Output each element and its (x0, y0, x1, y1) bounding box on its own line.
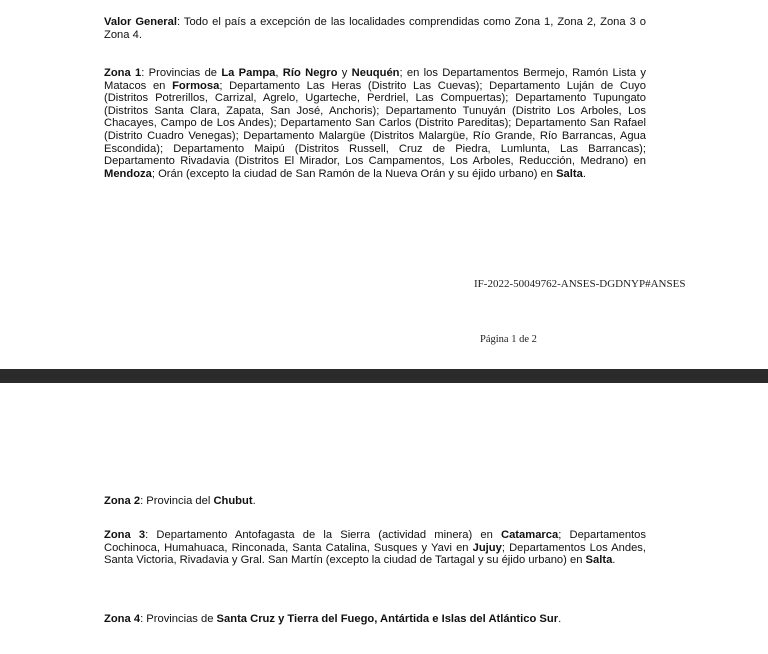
zona-2-bold: Chubut (213, 495, 253, 507)
paragraph-zona-1 (104, 67, 646, 180)
zona-1-text: ; en los Departamentos Bermejo, Ramón Lista y Matacos en (104, 67, 647, 92)
zona-4-label: Zona 4 (104, 613, 141, 625)
zona-3-bold: Salta (585, 554, 613, 567)
zona-4-text: : Provincias de (140, 613, 217, 625)
paragraph-valor-general (104, 16, 646, 41)
paragraph-zona-4 (104, 613, 646, 626)
paragraph-zona-2 (104, 495, 646, 508)
zona-1-bold: Formosa (172, 79, 220, 92)
zona-4-text: . (558, 613, 562, 625)
document-page-2 (0, 383, 768, 654)
zona-1-text: ; Orán (excepto la ciudad de San Ramón de la Nueva Orán y su éjido urbano) en (151, 167, 557, 180)
zona-1-text: y (337, 67, 352, 79)
valor-general-label: Valor General (104, 16, 177, 28)
zona-3-text: ; Departamentos Cochinoca, Humahuaca, Rinconada, Santa Catalina, Susques y Yavi en (104, 529, 646, 554)
zona-1-text: : Provincias de (141, 67, 222, 79)
zona-1-bold: Neuquén (351, 67, 400, 79)
valor-general-text: : Todo el país a excepción de las localidades comprendidas como Zona 1, Zona 2, Zona 3 o Zona 4. (104, 16, 646, 41)
zona-3-text: ; Departamentos Los Andes, Santa Victoria, Rivadavia y Gral. San Martín (excepto la ciudad de Tartagal y su éjido urbano) en (104, 541, 647, 567)
zona-3-text: : Departamento Antofagasta de la Sierra (actividad minera) en (145, 529, 501, 541)
paragraph-zona-3 (104, 529, 646, 567)
zona-1-text: ; Departamento Las Heras (Distrito Las Cuevas); Departamento Luján de Cuyo (Distritos Potrerillos, Carrizal, Agrelo, Ugarteche, Perdriel, Las Compuertas); Departamento Tupungato (Distritos Santa Clara, Zapata, San José, Anchoris); Departamento Tunuyán (Distrito Los Arboles, Los Chacayes, Campo de Los Andes); Departamento San Carlos (Distrito Pareditas); Departamento San Rafael (Distrito Cuadro Venegas); Departamento Malargüe (Distritos Malargüe, Río Grande, Río Barrancas, Agua Escondida); Departamento Maipú (Distritos Russell, Cruz de Piedra, Lumlunta, Las Barrancas); Departamento Rivadavia (Distritos El Mirador, Los Campamentos, Los Arboles, Reducción, Medrano) en (104, 79, 646, 168)
zona-3-bold: Catamarca (501, 529, 559, 541)
zona-2-text: : Provincia del (140, 495, 214, 507)
zona-3-text: . (612, 554, 616, 567)
zona-1-bold: La Pampa (221, 67, 276, 79)
zona-3-bold: Jujuy (472, 541, 502, 554)
zona-1-text: . (582, 167, 586, 180)
zona-4-bold: Santa Cruz y Tierra del Fuego, Antártida e Islas del Atlántico Sur (216, 613, 559, 625)
zona-2-text: . (252, 495, 256, 507)
document-id: IF-2022-50049762-ANSES-DGDNYP#ANSES (474, 278, 686, 290)
zona-1-text: , (275, 67, 283, 79)
page-separator (0, 369, 768, 383)
zona-1-bold: Salta (556, 167, 583, 180)
zona-3-label: Zona 3 (104, 529, 146, 541)
zona-1-bold: Mendoza (104, 167, 152, 180)
zona-1-bold: Río Negro (282, 67, 338, 79)
page-number: Página 1 de 2 (480, 334, 537, 345)
zona-2-label: Zona 2 (104, 495, 141, 507)
zona-1-label: Zona 1 (104, 67, 142, 79)
